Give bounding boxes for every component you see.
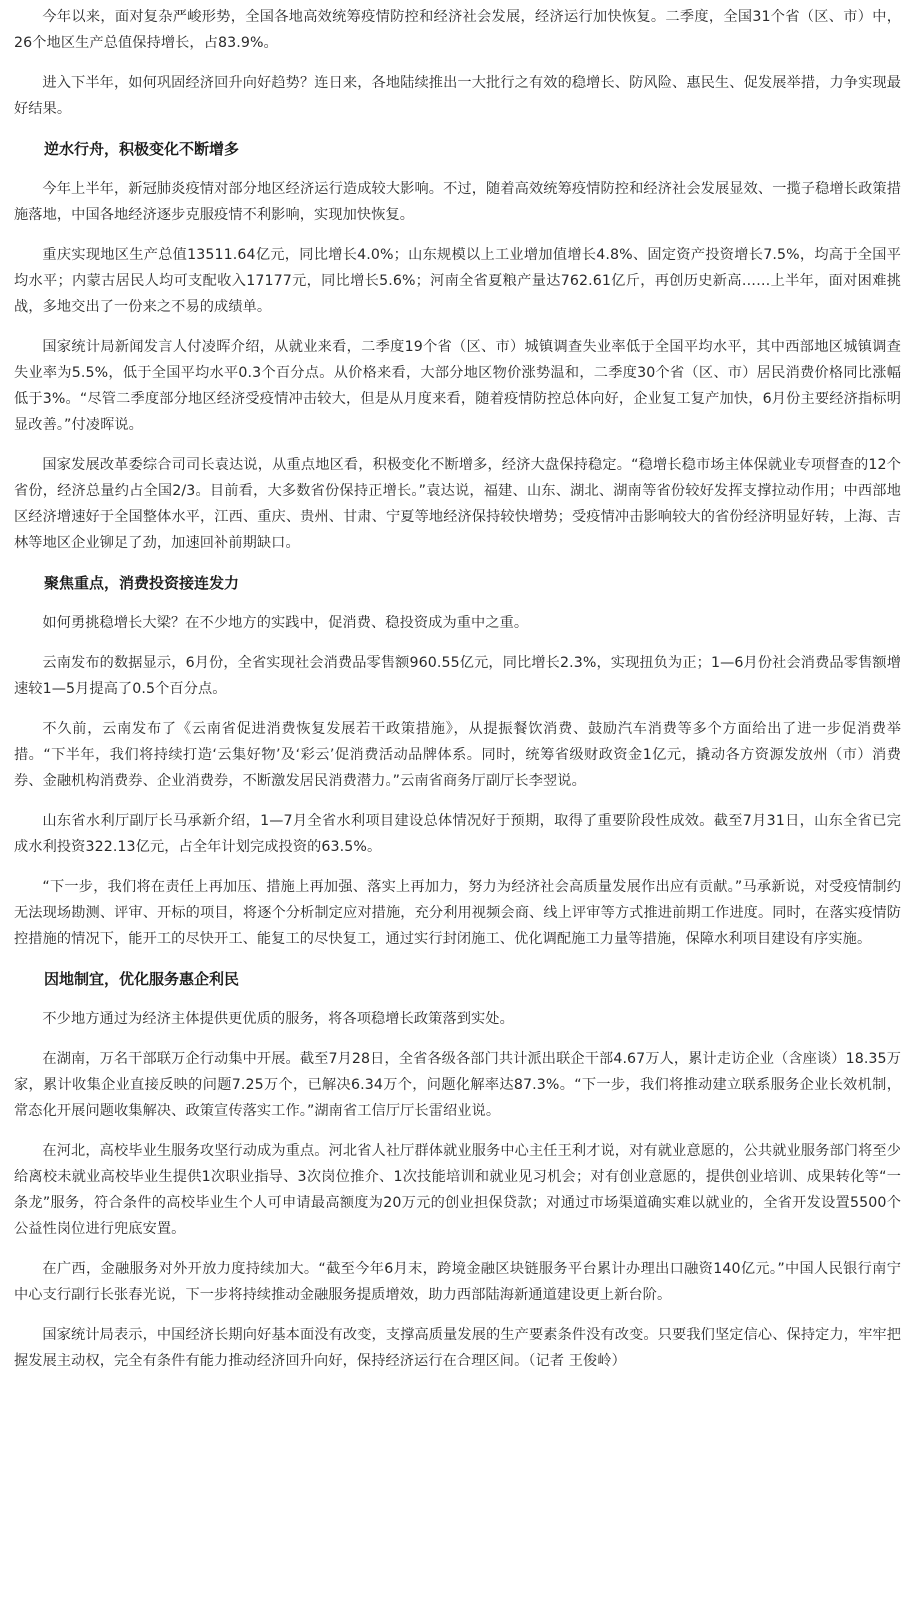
paragraph: 国家统计局新闻发言人付凌晖介绍，从就业来看，二季度19个省（区、市）城镇调查失业率低于全国平均水平，其中西部地区城镇调查失业率为5.5%，低于全国平均水平0.3个百分点。从价格来看，大部分地区物价涨势温和，二季度30个省（区、市）居民消费价格同比涨幅低于3%。“尽管二季度部分地区经济受疫情冲击较大，但是从月度来看，随着疫情防控总体向好，企业复工复产加快，6月份主要经济指标明显改善。”付凌晖说。 bbox=[14, 339, 901, 433]
paragraph: 国家统计局表示，中国经济长期向好基本面没有改变，支撑高质量发展的生产要素条件没有改变。只要我们坚定信心、保持定力，牢牢把握发展主动权，完全有条件有能力推动经济回升向好，保持经济运行在合理区间。（记者 王俊岭） bbox=[14, 1327, 901, 1369]
section-heading: 逆水行舟，积极变化不断增多 bbox=[44, 140, 240, 158]
paragraph: 进入下半年，如何巩固经济回升向好趋势？连日来，各地陆续推出一大批行之有效的稳增长、防风险、惠民生、促发展举措，力争实现最好结果。 bbox=[14, 75, 901, 117]
paragraph: 在河北，高校毕业生服务攻坚行动成为重点。河北省人社厅群体就业服务中心主任王利才说，对有就业意愿的，公共就业服务部门将至少给离校未就业高校毕业生提供1次职业指导、3次岗位推介、1次技能培训和就业见习机会；对有创业意愿的，提供创业培训、成果转化等“一条龙”服务，符合条件的高校毕业生个人可申请最高额度为20万元的创业担保贷款；对通过市场渠道确实难以就业的，全省开发设置5500个公益性岗位进行兜底安置。 bbox=[14, 1143, 901, 1237]
paragraph: 重庆实现地区生产总值13511.64亿元，同比增长4.0%；山东规模以上工业增加值增长4.8%、固定资产投资增长7.5%，均高于全国平均水平；内蒙古居民人均可支配收入17177元，同比增长5.6%；河南全省夏粮产量达762.61亿斤，再创历史新高……上半年，面对困难挑战，多地交出了一份来之不易的成绩单。 bbox=[14, 247, 901, 315]
paragraph: 国家发展改革委综合司司长袁达说，从重点地区看，积极变化不断增多，经济大盘保持稳定。“稳增长稳市场主体保就业专项督查的12个省份，经济总量约占全国2/3。目前看，大多数省份保持正增长。”袁达说，福建、山东、湖北、湖南等省份较好发挥支撑拉动作用；中西部地区经济增速好于全国整体水平，江西、重庆、贵州、甘肃、宁夏等地经济保持较快增势；受疫情冲击影响较大的省份经济明显好转，上海、吉林等地区企业铆足了劲，加速回补前期缺口。 bbox=[14, 457, 901, 551]
paragraph: 如何勇挑稳增长大梁？在不少地方的实践中，促消费、稳投资成为重中之重。 bbox=[42, 615, 529, 631]
paragraph: 在湖南，万名干部联万企行动集中开展。截至7月28日，全省各级各部门共计派出联企干部4.67万人，累计走访企业（含座谈）18.35万家，累计收集企业直接反映的问题7.25万个，已解决6.34万个，问题化解率达87.3%。“下一步，我们将推动建立联系服务企业长效机制，常态化开展问题收集解决、政策宣传落实工作。”湖南省工信厅厅长雷绍业说。 bbox=[14, 1051, 901, 1119]
paragraph: 山东省水利厅副厅长马承新介绍，1—7月全省水利项目建设总体情况好于预期，取得了重要阶段性成效。截至7月31日，山东全省已完成水利投资322.13亿元，占全年计划完成投资的63.5%。 bbox=[14, 813, 901, 855]
paragraph: 今年上半年，新冠肺炎疫情对部分地区经济运行造成较大影响。不过，随着高效统筹疫情防控和经济社会发展显效、一揽子稳增长政策措施落地，中国各地经济逐步克服疫情不利影响，实现加快恢复。 bbox=[14, 181, 901, 223]
paragraph: 不久前，云南发布了《云南省促进消费恢复发展若干政策措施》，从提振餐饮消费、鼓励汽车消费等多个方面给出了进一步促消费举措。“下半年，我们将持续打造‘云集好物’及‘彩云’促消费活动品牌体系。同时，统筹省级财政资金1亿元，撬动各方资源发放州（市）消费券、金融机构消费券、企业消费券，不断激发居民消费潜力。”云南省商务厅副厅长李翌说。 bbox=[14, 721, 901, 789]
paragraph: 云南发布的数据显示，6月份，全省实现社会消费品零售额960.55亿元，同比增长2.3%，实现扭负为正；1—6月份社会消费品零售额增速较1—5月提高了0.5个百分点。 bbox=[14, 655, 901, 697]
paragraph: 在广西，金融服务对外开放力度持续加大。“截至今年6月末，跨境金融区块链服务平台累计办理出口融资140亿元。”中国人民银行南宁中心支行副行长张春光说，下一步将持续推动金融服务提质增效，助力西部陆海新通道建设更上新台阶。 bbox=[14, 1261, 901, 1303]
paragraph: 今年以来，面对复杂严峻形势，全国各地高效统筹疫情防控和经济社会发展，经济运行加快恢复。二季度，全国31个省（区、市）中，26个地区生产总值保持增长，占83.9%。 bbox=[14, 9, 901, 51]
section-heading: 聚焦重点，消费投资接连发力 bbox=[44, 574, 240, 592]
section-heading: 因地制宜，优化服务惠企利民 bbox=[44, 970, 240, 988]
paragraph: “下一步，我们将在责任上再加压、措施上再加强、落实上再加力，努力为经济社会高质量发展作出应有贡献。”马承新说，对受疫情制约无法现场勘测、评审、开标的项目，将逐个分析制定应对措施，充分利用视频会商、线上评审等方式推进前期工作进度。同时，在落实疫情防控措施的情况下，能开工的尽快开工、能复工的尽快复工，通过实行封闭施工、优化调配施工力量等措施，保障水利项目建设有序实施。 bbox=[14, 879, 901, 947]
paragraph: 不少地方通过为经济主体提供更优质的服务，将各项稳增长政策落到实处。 bbox=[42, 1011, 514, 1027]
